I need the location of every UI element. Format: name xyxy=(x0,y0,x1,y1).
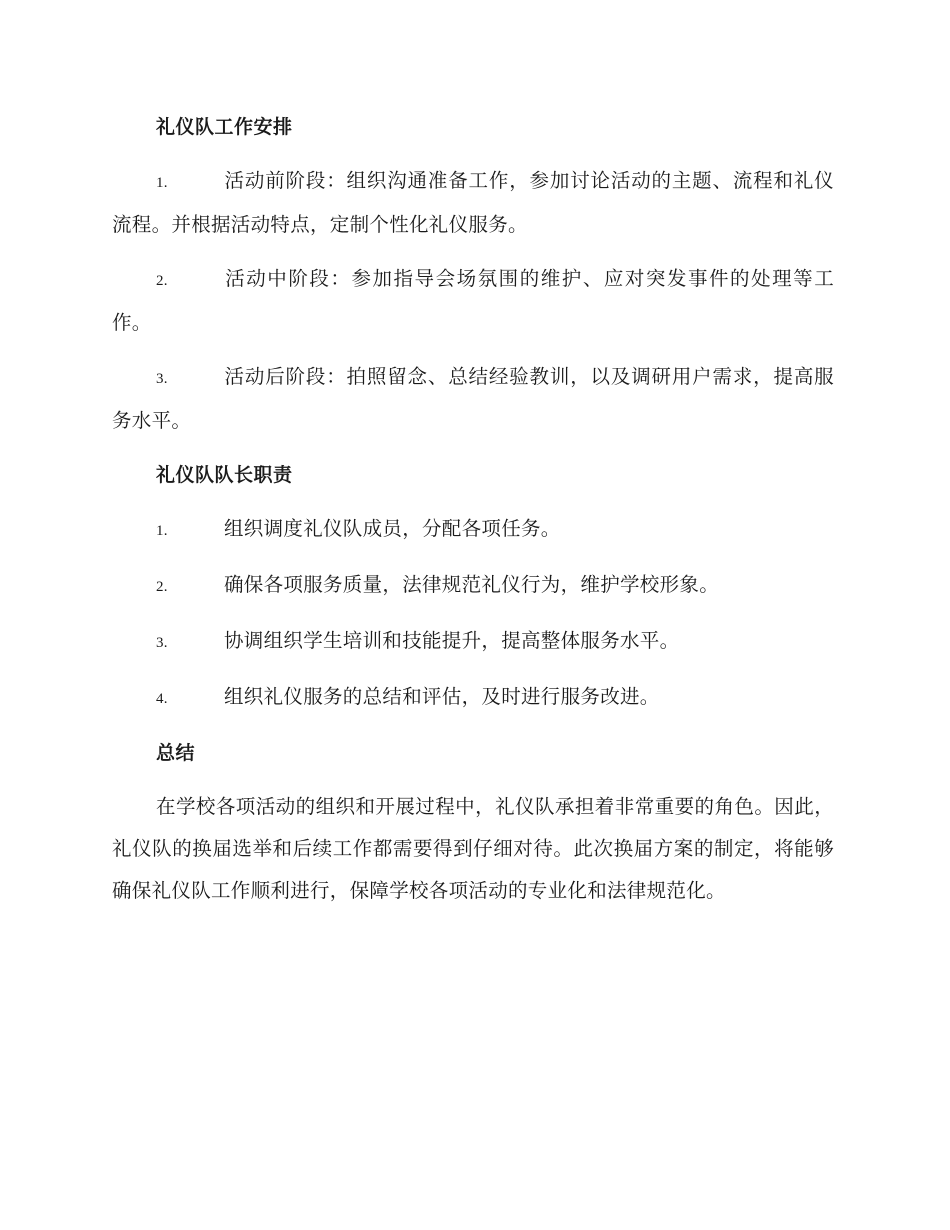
summary-paragraph: 在学校各项活动的组织和开展过程中，礼仪队承担着非常重要的角色。因此，礼仪队的换届选举和后续工作都需要得到仔细对待。此次换届方案的制定，将能够确保礼仪队工作顺利进行，保障学校各项活动的专业化和法律规范化。 xyxy=(112,795,834,902)
list-item-text: 确保各项服务质量，法律规范礼仪行为，维护学校形象。 xyxy=(224,573,720,596)
document-body xyxy=(112,106,834,912)
list-item xyxy=(112,508,834,552)
list-item xyxy=(112,160,834,246)
list-number: 2. xyxy=(156,273,168,289)
section-heading-summary: 总结 xyxy=(156,742,196,764)
list-item-text: 活动中阶段：参加指导会场氛围的维护、应对突发事件的处理等工作。 xyxy=(112,267,834,334)
section-heading-work-arrangement: 礼仪队工作安排 xyxy=(156,116,293,138)
list-item xyxy=(112,356,834,442)
list-item xyxy=(112,620,834,664)
list-number: 1. xyxy=(156,175,168,191)
section-heading-captain-duties: 礼仪队队长职责 xyxy=(156,464,293,486)
list-item-text: 活动后阶段：拍照留念、总结经验教训，以及调研用户需求，提高服务水平。 xyxy=(112,365,834,432)
list-item-text: 活动前阶段：组织沟通准备工作，参加讨论活动的主题、流程和礼仪流程。并根据活动特点，定制个性化礼仪服务。 xyxy=(112,169,834,236)
list-item-text: 组织礼仪服务的总结和评估，及时进行服务改进。 xyxy=(224,685,660,708)
list-number: 3. xyxy=(156,635,168,651)
list-item xyxy=(112,258,834,344)
list-number: 3. xyxy=(156,371,168,387)
list-item xyxy=(112,676,834,720)
list-number: 2. xyxy=(156,579,168,595)
list-item-text: 协调组织学生培训和技能提升，提高整体服务水平。 xyxy=(224,629,680,652)
list-number: 1. xyxy=(156,523,168,539)
list-item xyxy=(112,564,834,608)
list-number: 4. xyxy=(156,691,168,707)
list-item-text: 组织调度礼仪队成员，分配各项任务。 xyxy=(224,517,561,540)
